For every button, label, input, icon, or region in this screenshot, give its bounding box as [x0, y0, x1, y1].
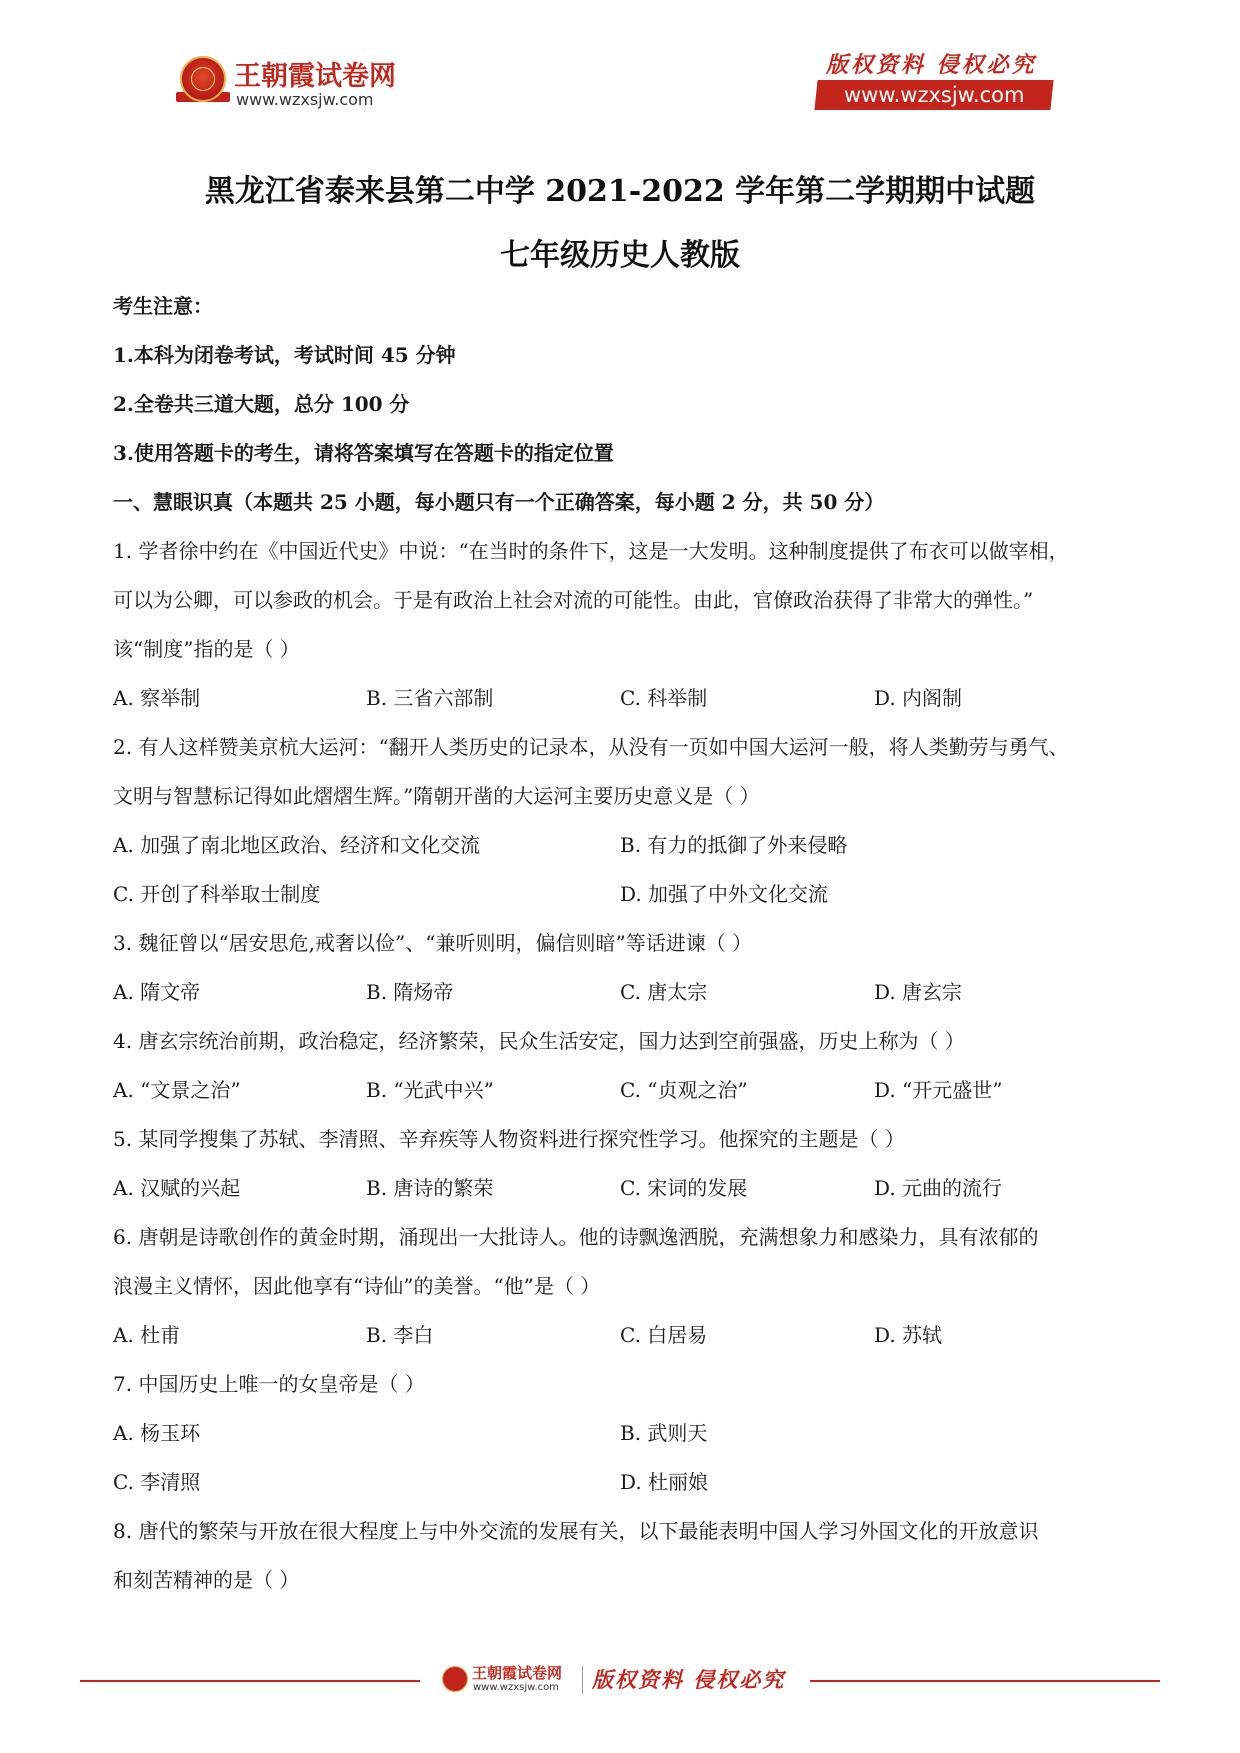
option-a: A. 杨玉环	[113, 1421, 201, 1445]
question-text: 该“制度”指的是（ ）	[113, 637, 300, 661]
footer-divider	[582, 1666, 583, 1694]
option-b: B. 武则天	[620, 1421, 708, 1445]
option-a: A. 杜甫	[113, 1323, 181, 1347]
option-b: B. 唐诗的繁荣	[366, 1176, 494, 1200]
copyright-notice: 版权资料 侵权必究	[826, 52, 1037, 78]
option-d: D. 苏轼	[874, 1323, 943, 1347]
footer-logo-name: 王朝霞试卷网	[472, 1664, 563, 1682]
question-text: 和刻苦精神的是（ ）	[113, 1568, 300, 1592]
question-text: 2. 有人这样赞美京杭大运河：“翻开人类历史的记录本，从没有一页如中国大运河一般，将人类勤劳与勇气、	[113, 735, 1069, 759]
question-text: 6. 唐朝是诗歌创作的黄金时期，涌现出一大批诗人。他的诗飘逸洒脱，充满想象力和感染力，具有浓郁的	[113, 1225, 1039, 1249]
notice-item: 2.全卷共三道大题，总分 100 分	[113, 392, 410, 416]
question-text: 8. 唐代的繁荣与开放在很大程度上与中外交流的发展有关，以下最能表明中国人学习外国文化的开放意识	[113, 1519, 1039, 1543]
option-c: C. 开创了科举取士制度	[113, 882, 321, 906]
option-d: D. 杜丽娘	[620, 1470, 709, 1494]
option-b: B. “光武中兴”	[366, 1078, 494, 1102]
url-banner-text: www.wzxsjw.com	[843, 83, 1025, 107]
question-text: 1. 学者徐中约在《中国近代史》中说：“在当时的条件下，这是一大发明。这种制度提供了布衣可以做宰相，	[113, 539, 1069, 563]
seal-icon	[180, 56, 226, 102]
footer-rule-left	[80, 1680, 420, 1682]
option-c: C. 宋词的发展	[620, 1176, 748, 1200]
question-text: 7. 中国历史上唯一的女皇帝是（ ）	[113, 1372, 425, 1396]
site-logo	[180, 52, 420, 116]
option-b: B. 三省六部制	[366, 686, 494, 710]
copyright-block	[816, 48, 1056, 112]
option-c: C. 白居易	[620, 1323, 708, 1347]
option-a: A. 隋文帝	[113, 980, 201, 1004]
option-c: C. 李清照	[113, 1470, 201, 1494]
option-d: D. “开元盛世”	[874, 1078, 1003, 1102]
option-a: A. 汉赋的兴起	[113, 1176, 241, 1200]
question-text: 文明与智慧标记得如此熠熠生辉。”隋朝开凿的大运河主要历史意义是（ ）	[113, 784, 760, 808]
option-b: B. 有力的抵御了外来侵略	[620, 833, 848, 857]
option-a: A. 察举制	[113, 686, 201, 710]
question-text: 5. 某同学搜集了苏轼、李清照、辛弃疾等人物资料进行探究性学习。他探究的主题是（ ）	[113, 1127, 905, 1151]
option-d: D. 内阁制	[874, 686, 963, 710]
notice-item: 3.使用答题卡的考生，请将答案填写在答题卡的指定位置	[113, 441, 614, 465]
footer-copyright: 版权资料 侵权必究	[592, 1667, 786, 1692]
question-text: 可以为公卿，可以参政的机会。于是有政治上社会对流的可能性。由此，官僚政治获得了非常大的弹性。”	[113, 588, 1034, 612]
page-title: 黑龙江省泰来县第二中学 2021-2022 学年第二学期期中试题	[204, 174, 1036, 209]
option-a: A. 加强了南北地区政治、经济和文化交流	[113, 833, 481, 857]
page-footer	[80, 1660, 1160, 1700]
url-banner	[814, 80, 1053, 110]
option-b: B. 李白	[366, 1323, 434, 1347]
question-text: 浪漫主义情怀，因此他享有“诗仙”的美誉。“他”是（ ）	[113, 1274, 601, 1298]
question-text: 3. 魏征曾以“居安思危,戒奢以俭”、“兼听则明，偏信则暗”等话进谏（ ）	[113, 931, 753, 955]
logo-name: 王朝霞试卷网	[234, 61, 396, 92]
page-subtitle: 七年级历史人教版	[500, 238, 740, 273]
option-d: D. 加强了中外文化交流	[620, 882, 829, 906]
option-c: C. 唐太宗	[620, 980, 708, 1004]
notice-item: 1.本科为闭卷考试，考试时间 45 分钟	[113, 343, 456, 367]
option-d: D. 唐玄宗	[874, 980, 963, 1004]
option-a: A. “文景之治”	[113, 1078, 241, 1102]
question-text: 4. 唐玄宗统治前期，政治稳定，经济繁荣，民众生活安定，国力达到空前强盛，历史上称为（ ）	[113, 1029, 965, 1053]
option-c: C. 科举制	[620, 686, 708, 710]
option-d: D. 元曲的流行	[874, 1176, 1003, 1200]
logo-url: www.wzxsjw.com	[236, 90, 374, 109]
section-heading: 一、慧眼识真（本题共 25 小题，每小题只有一个正确答案，每小题 2 分，共 50 分）	[113, 490, 885, 514]
footer-logo-url: www.wzxsjw.com	[473, 1682, 559, 1693]
footer-rule-right	[810, 1680, 1160, 1682]
seal-icon	[442, 1666, 468, 1692]
option-c: C. “贞观之治”	[620, 1078, 748, 1102]
option-b: B. 隋炀帝	[366, 980, 454, 1004]
notice-heading: 考生注意：	[113, 294, 213, 318]
